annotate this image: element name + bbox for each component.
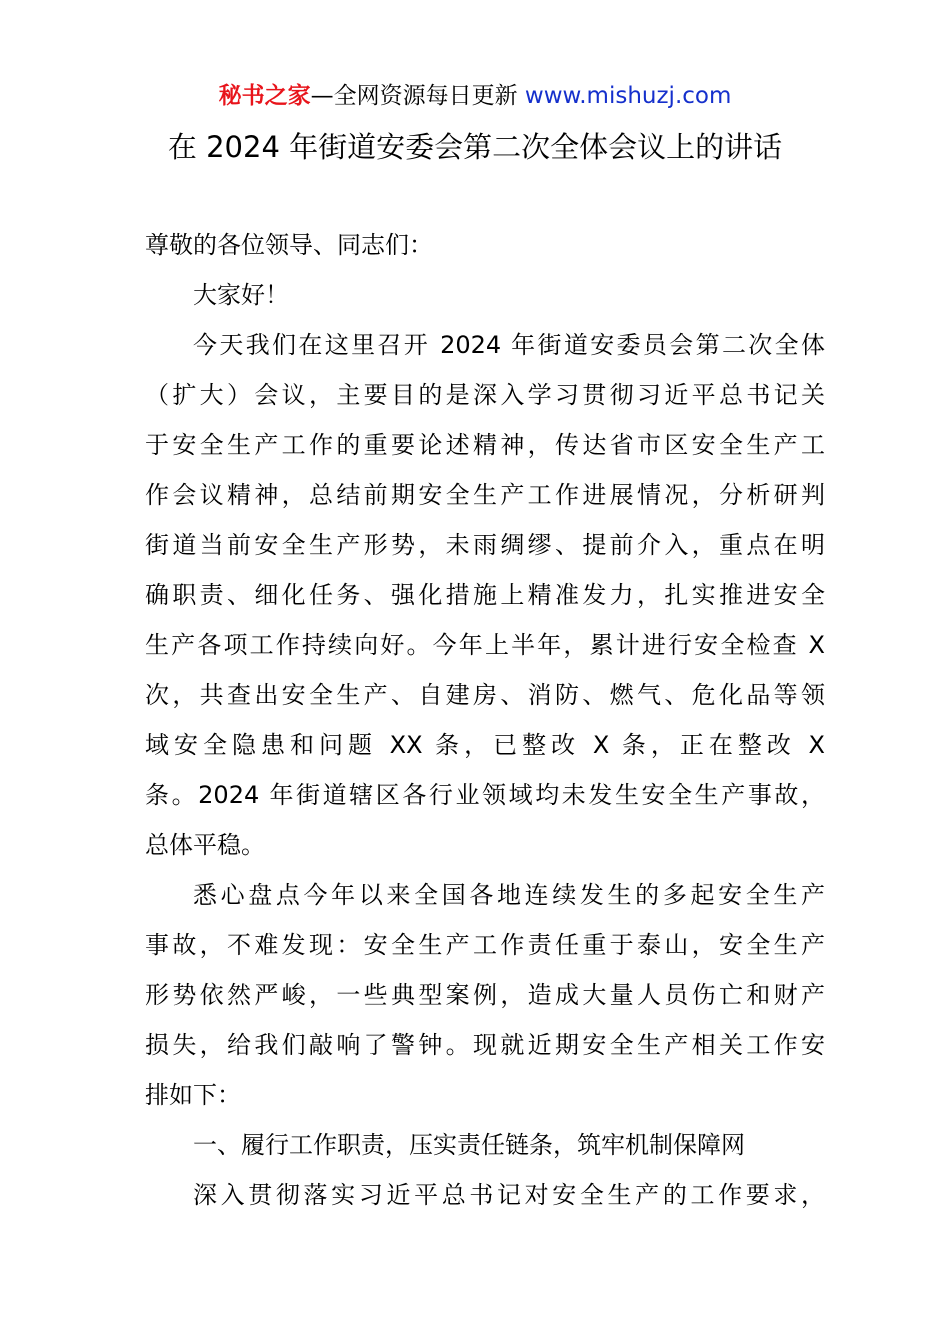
- document-title: 在 2024 年街道安委会第二次全体会议上的讲话: [167, 130, 783, 164]
- document-body: [145, 220, 825, 1220]
- paragraph-line: 次，共查出安全生产、自建房、消防、燃气、危化品等领: [145, 681, 825, 709]
- paragraph-line: 总体平稳。: [145, 831, 265, 859]
- paragraph-line: 条。2024 年街道辖区各行业领域均未发生安全生产事故，: [145, 781, 825, 809]
- paragraph-line: 确职责、细化任务、强化措施上精准发力，扎实推进安全: [145, 581, 825, 609]
- paragraph-line: （扩大）会议，主要目的是深入学习贯彻习近平总书记关: [145, 381, 825, 409]
- paragraph-line: 深入贯彻落实习近平总书记对安全生产的工作要求，: [193, 1181, 825, 1209]
- banner-tagline: —全网资源每日更新: [310, 83, 518, 109]
- paragraph-line: 事故，不难发现：安全生产工作责任重于泰山，安全生产: [145, 931, 825, 959]
- paragraph-line: 今天我们在这里召开 2024 年街道安委员会第二次全体: [193, 331, 825, 359]
- paragraph-line: 悉心盘点今年以来全国各地连续发生的多起安全生产: [193, 881, 825, 909]
- brand-name: 秘书之家: [218, 83, 311, 109]
- site-url-link[interactable]: www.mishuzj.com: [524, 83, 732, 109]
- site-banner: [0, 80, 950, 112]
- paragraph-line: 域安全隐患和问题 XX 条，已整改 X 条，正在整改 X: [145, 731, 825, 759]
- paragraph-line: 生产各项工作持续向好。今年上半年，累计进行安全检查 X: [145, 631, 825, 659]
- greeting: 大家好！: [193, 281, 289, 309]
- salutation: 尊敬的各位领导、同志们：: [145, 231, 433, 259]
- paragraph-line: 排如下：: [145, 1081, 241, 1109]
- paragraph-line: 于安全生产工作的重要论述精神，传达省市区安全生产工: [145, 431, 825, 459]
- paragraph-line: 损失，给我们敲响了警钟。现就近期安全生产相关工作安: [145, 1031, 825, 1059]
- paragraph-line: 街道当前安全生产形势，未雨绸缪、提前介入，重点在明: [145, 531, 825, 559]
- section-heading: 一、履行工作职责，压实责任链条，筑牢机制保障网: [193, 1131, 745, 1159]
- paragraph-line: 作会议精神，总结前期安全生产工作进展情况，分析研判: [145, 481, 825, 509]
- paragraph-line: 形势依然严峻，一些典型案例，造成大量人员伤亡和财产: [145, 981, 825, 1009]
